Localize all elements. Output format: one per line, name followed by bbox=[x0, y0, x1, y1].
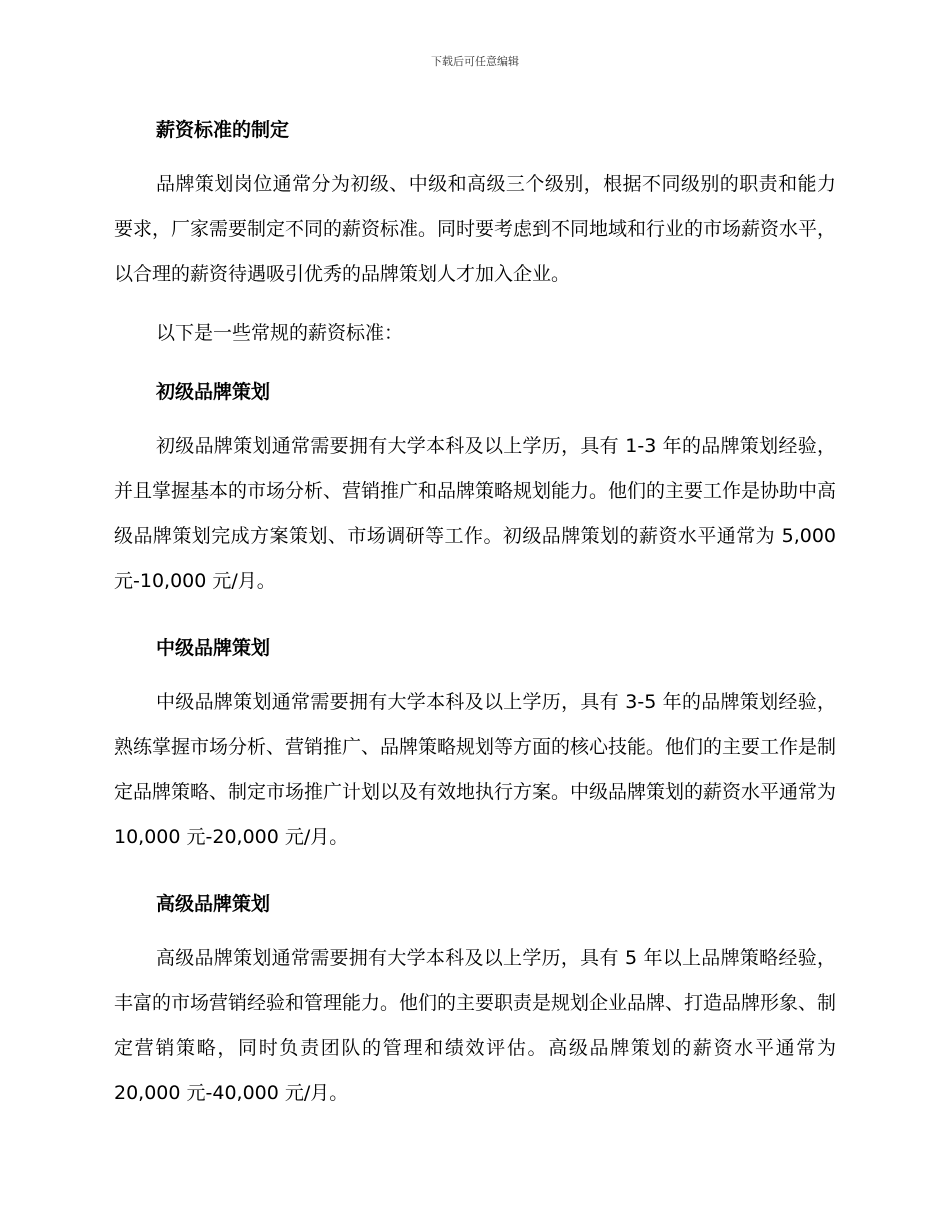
section-body-mid: 中级品牌策划通常需要拥有大学本科及以上学历，具有 3-5 年的品牌策划经验，熟练掌握市场分析、营销推广、品牌策略规划等方面的核心技能。他们的主要工作是制定品牌策略、制定市场推广计划以及有效地执行方案。中级品牌策划的薪资水平通常为 10,000 元-20,000 元/月。 bbox=[114, 691, 837, 848]
spacer bbox=[114, 860, 836, 886]
lead-paragraph: 以下是一些常规的薪资标准： bbox=[156, 322, 404, 344]
spacer bbox=[114, 922, 836, 936]
section-body-junior: 初级品牌策划通常需要拥有大学本科及以上学历，具有 1-3 年的品牌策划经验，并且掌握基本的市场分析、营销推广和品牌策略规划能力。他们的主要工作是协助中高级品牌策划完成方案策划、市场调研等工作。初级品牌策划的薪资水平通常为 5,000 元-10,000 元/月。 bbox=[114, 435, 837, 592]
spacer bbox=[114, 297, 836, 311]
section-heading-senior: 高级品牌策划 bbox=[156, 893, 271, 915]
spacer bbox=[114, 356, 836, 374]
document-title: 薪资标准的制定 bbox=[156, 119, 290, 141]
spacer bbox=[114, 666, 836, 680]
spacer bbox=[114, 148, 836, 162]
intro-paragraph: 品牌策划岗位通常分为初级、中级和高级三个级别，根据不同级别的职责和能力要求，厂家需要制定不同的薪资标准。同时要考虑到不同地域和行业的市场薪资水平，以合理的薪资待遇吸引优秀的品牌策划人才加入企业。 bbox=[114, 173, 837, 285]
section-heading-junior: 初级品牌策划 bbox=[156, 381, 271, 403]
section-heading-mid: 中级品牌策划 bbox=[156, 637, 271, 659]
spacer bbox=[114, 410, 836, 424]
page-header-note: 下载后可任意编辑 bbox=[431, 55, 519, 68]
document-body bbox=[114, 112, 836, 1116]
spacer bbox=[114, 604, 836, 630]
section-body-senior: 高级品牌策划通常需要拥有大学本科及以上学历，具有 5 年以上品牌策略经验，丰富的市场营销经验和管理能力。他们的主要职责是规划企业品牌、打造品牌形象、制定营销策略，同时负责团队的管理和绩效评估。高级品牌策划的薪资水平通常为 20,000 元-40,000 元/月。 bbox=[114, 947, 837, 1104]
